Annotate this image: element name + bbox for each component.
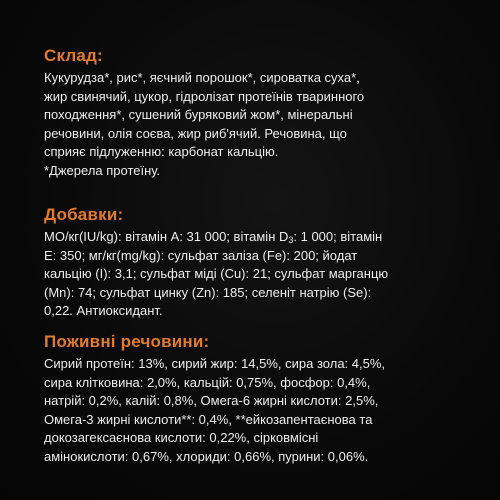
composition-section bbox=[44, 46, 484, 180]
composition-line: речовини, олія соєва, жир риб'ячий. Речовина, що bbox=[44, 125, 347, 141]
nutrients-line: Сирий протеїн: 13%, сирий жир: 14,5%, сира зола: 4,5%, bbox=[44, 356, 386, 371]
additives-line-part: : 1 000; вітамін bbox=[293, 229, 383, 244]
additives-section bbox=[44, 205, 484, 321]
composition-line: походження*, сушений буряковий жом*, мінеральні bbox=[44, 107, 353, 122]
nutrients-line: докозагексаєнова кислоти: 0,22%, сірковмісні bbox=[44, 430, 319, 445]
nutrients-line: натрій: 0,2%, калій: 0,8%, Омега-6 жирні кислоти: 2,5%, bbox=[44, 393, 379, 408]
additives-line: Е: 350; мг/кг(mg/kg): сульфат заліза (Fe): 200; йодат bbox=[44, 247, 358, 263]
composition-text bbox=[44, 69, 484, 180]
composition-heading: Склад: bbox=[44, 46, 103, 65]
nutrients-section bbox=[44, 332, 484, 466]
additives-line: кальцію (І): 3,1; сульфат міді (Cu): 21; сульфат марганцю bbox=[44, 266, 389, 281]
additives-line: 0,22. Антиоксидант. bbox=[44, 303, 163, 318]
additives-heading: Добавки: bbox=[44, 205, 124, 224]
nutrients-line: амінокислоти: 0,67%, хлориди: 0,66%, пурини: 0,06%. bbox=[44, 448, 369, 464]
composition-line: *Джерела протеїну. bbox=[44, 162, 161, 178]
composition-line: жир свинячий, цукор, гідролізат протеїнів тваринного bbox=[44, 88, 365, 104]
additives-line bbox=[44, 228, 484, 247]
vitamin-d-subscript: 3 bbox=[288, 235, 294, 245]
nutrients-line: сира клітковина: 2,0%, кальцій: 0,75%, фосфор: 0,4%, bbox=[44, 374, 371, 390]
additives-text bbox=[44, 228, 484, 321]
nutrients-text bbox=[44, 355, 484, 466]
nutrients-heading: Поживні речовини: bbox=[44, 332, 210, 351]
additives-line-part: МО/кг(IU/kg): вітамін А: 31 000; вітамін D bbox=[44, 229, 289, 244]
nutrients-line: Омега-3 жирні кислоти**: 0,4%, **ейкозапентаєнова та bbox=[44, 411, 373, 427]
composition-line: Кукурудза*, рис*, яєчний порошок*, сироватка суха*, bbox=[44, 70, 360, 85]
composition-line: сприяє підлуженню: карбонат кальцію. bbox=[44, 144, 279, 159]
additives-line: (Mn): 74; сульфат цинку (Zn): 185; селеніт натрію (Se): bbox=[44, 284, 372, 300]
